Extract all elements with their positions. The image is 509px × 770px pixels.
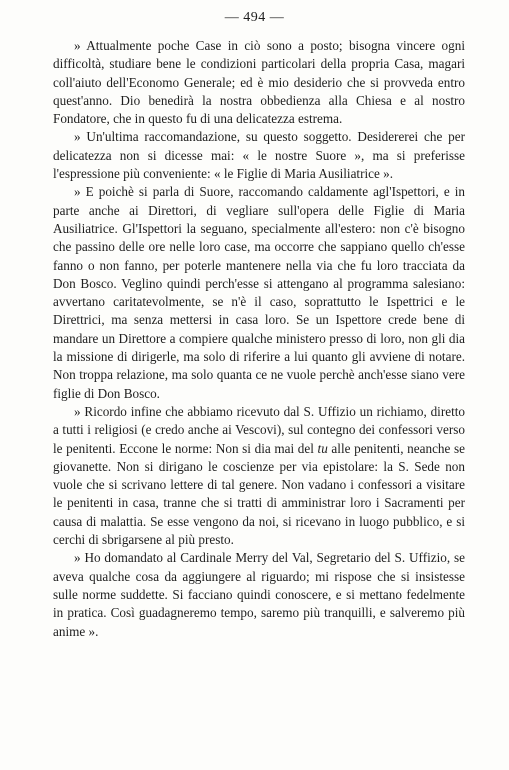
paragraph-4 (53, 403, 465, 549)
paragraph-4-part-2: alle penitenti, neanche se giovanette. Non si dirigano le coscienze per via epistolare: la S. Sede non vuole che si scrivano lettere di tal genere. Non vadano i confessori a visitare le penitenti in casa, tranne che si tratti di amministrar loro i Sacramenti per causa di malattia. Se esse vengono da noi, si ricevano in luogo pubblico, e si cerchi di sbrigarsene al più presto. (53, 440, 466, 548)
page-number: — 494 — (224, 10, 285, 25)
paragraph-4-part-1: » Ricordo infine che abbiamo ricevuto dal S. Uffizio un richiamo, diretto a tutti i religiosi (e credo anche ai Vescovi), sul contegno dei confessori verso le penitenti. Eccone le norme: Non si dia mai del (53, 403, 465, 456)
paragraph-1: » Attualmente poche Case in ciò sono a posto; bisogna vincere ogni difficoltà, studiare bene le condizioni particolari della propria Casa, magari coll'aiuto dell'Economo Generale; ed è mio desiderio che si provveda entro quest'anno. Dio benedirà la nostra obbedienza alla Chiesa e al nostro Fondatore, che in questo fu di una delicatezza estrema. (53, 38, 465, 127)
paragraph-5: » Ho domandato al Cardinale Merry del Val, Segretario del S. Uffizio, se aveva qualche cosa da aggiungere al riguardo; mi rispose che si insistesse sulle norme suddette. Si facciano quindi conoscere, e si mettano fedelmente in pratica. Così guadagneremo tempo, saremo più tranquilli, e salveremo più anime ». (53, 550, 465, 639)
body-text (53, 37, 465, 641)
paragraph-3: » E poichè si parla di Suore, raccomando caldamente agl'Ispettori, e in parte anche ai Direttori, di vegliare sull'opera delle Figlie di Maria Ausiliatrice. Gl'Ispettori la seguano, specialmente all'estero: non c'è bisogno che passino delle ore nelle loro case, ma occorre che sappiano quello ch'esse fanno o non fanno, per poterle mantenere nella via che fu loro tracciata da Don Bosco. Veglino quindi perch'esse si attengano al programma salesiano: avvertano caritatevolmente, se n'è il caso, soprattutto le Ispettrici e le Direttrici, ma senza mettersi in casa loro. Se un Ispettore crede bene di mandare un Direttore a compiere qualche ministero presso di loro, non gli dia la missione di dirigerle, ma solo di riferire a lui quanto gli avviene di notare. Non troppa relazione, ma solo quanta ce ne vuole perchè anch'esse siano vere figlie di Don Bosco. (53, 184, 465, 401)
paragraph-2: » Un'ultima raccomandazione, su questo soggetto. Desidererei che per delicatezza non si dicesse mai: « le nostre Suore », ma si preferisse l'espressione più conveniente: « le Figlie di Maria Ausiliatrice ». (53, 129, 465, 182)
emphasized-word: tu (317, 440, 328, 456)
